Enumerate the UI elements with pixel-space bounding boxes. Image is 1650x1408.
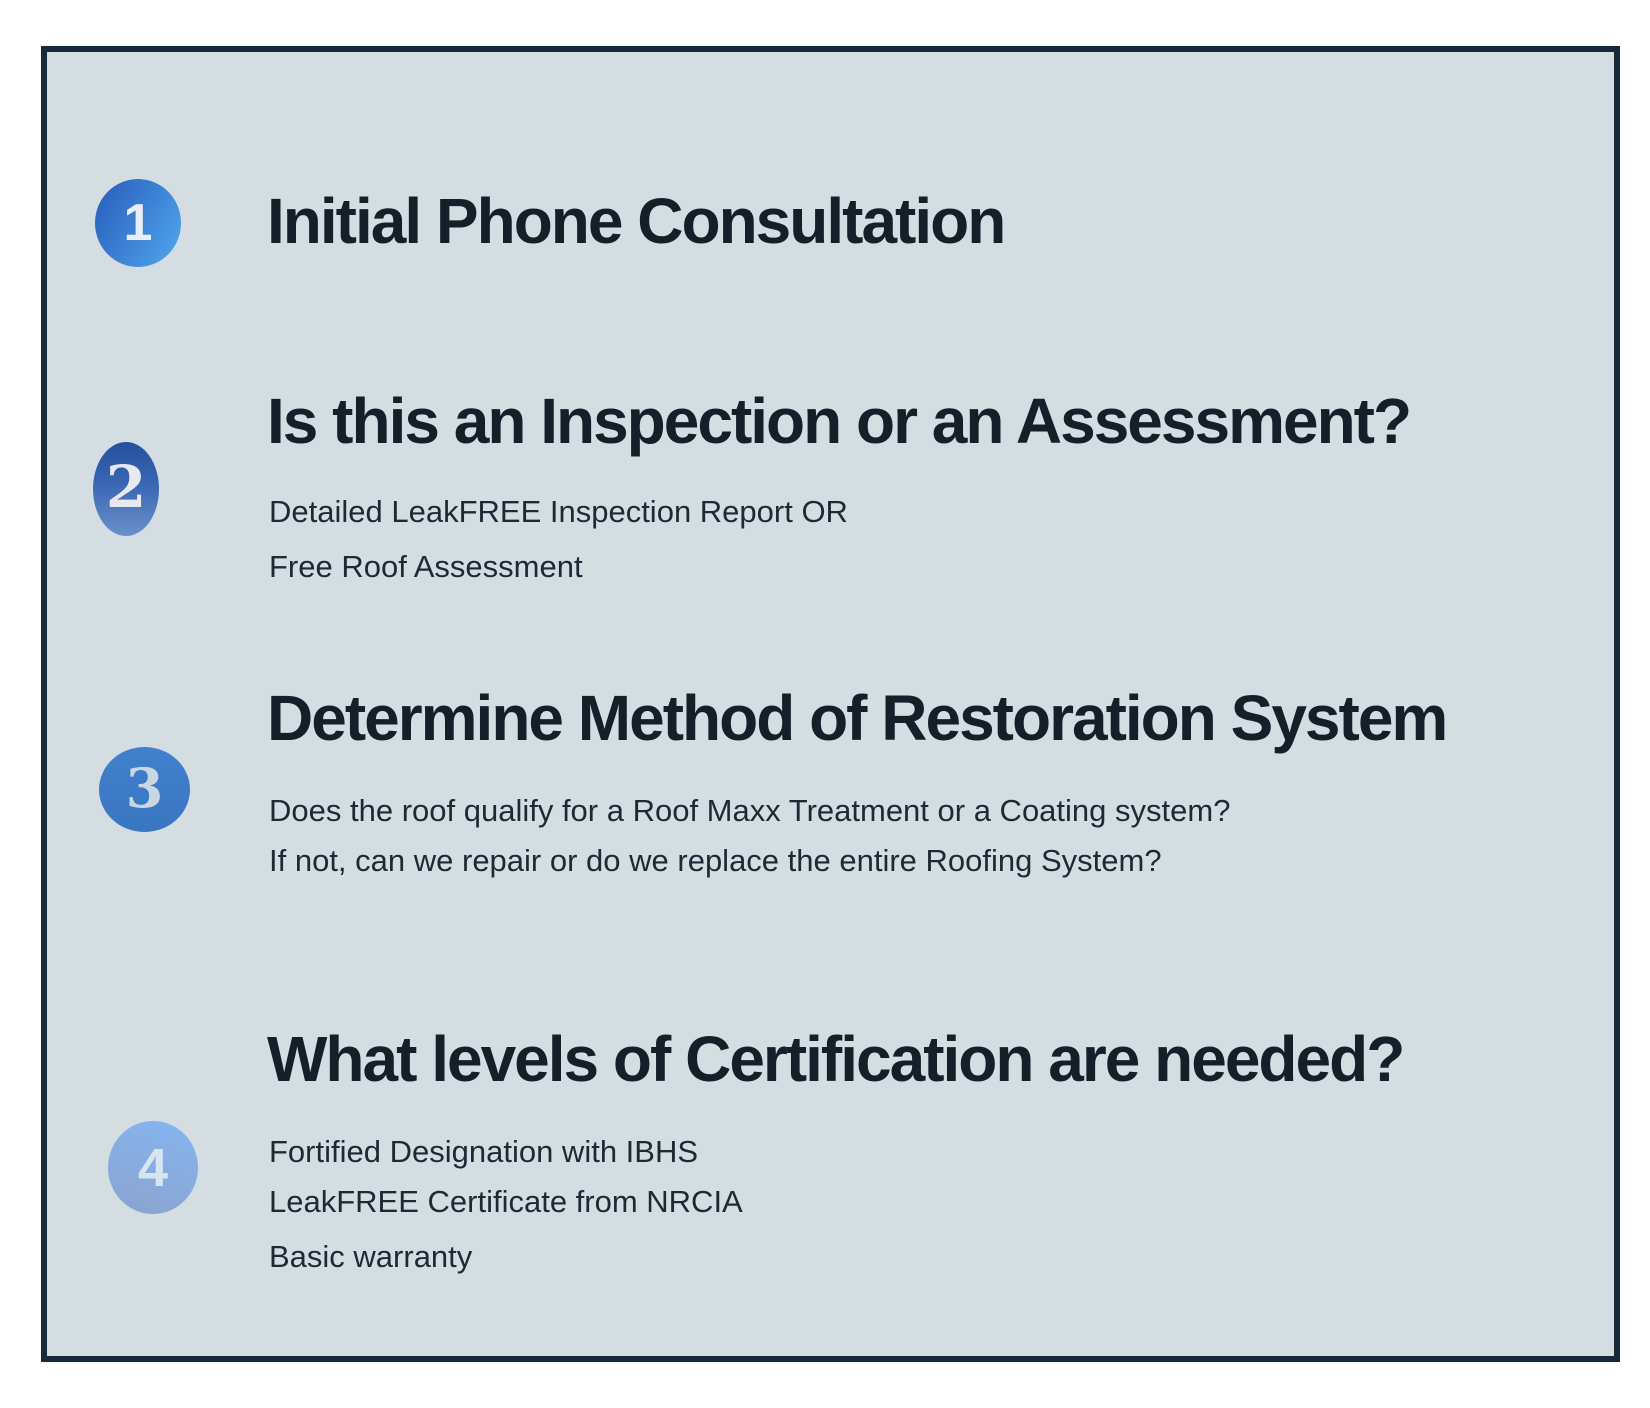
step-3-detail-line: Does the roof qualify for a Roof Maxx Treatment or a Coating system? [269, 793, 1231, 828]
step-2-detail-line: Free Roof Assessment [269, 549, 583, 584]
step-3-number-badge [99, 747, 190, 832]
step-4-detail-line: Fortified Designation with IBHS [269, 1134, 699, 1169]
step-4-detail-line: LeakFREE Certificate from NRCIA [269, 1184, 743, 1219]
step-3-number: 3 [125, 755, 164, 820]
step-1-number-badge [95, 179, 181, 267]
process-panel [41, 46, 1620, 1362]
step-2-number: 2 [105, 453, 147, 521]
step-2-title: Is this an Inspection or an Assessment? [267, 385, 1411, 457]
step-1-number: 1 [123, 194, 153, 252]
step-3-title: Determine Method of Restoration System [267, 682, 1447, 754]
step-2-number-badge [93, 442, 159, 536]
step-1-title: Initial Phone Consultation [267, 185, 1005, 257]
step-4-number-badge [108, 1121, 198, 1214]
step-4-number: 4 [137, 1137, 169, 1198]
step-2-detail-line: Detailed LeakFREE Inspection Report OR [269, 494, 848, 529]
step-4-detail-line: Basic warranty [269, 1239, 473, 1274]
step-3-detail-line: If not, can we repair or do we replace the entire Roofing System? [269, 843, 1162, 878]
step-4-title: What levels of Certification are needed? [267, 1023, 1404, 1095]
